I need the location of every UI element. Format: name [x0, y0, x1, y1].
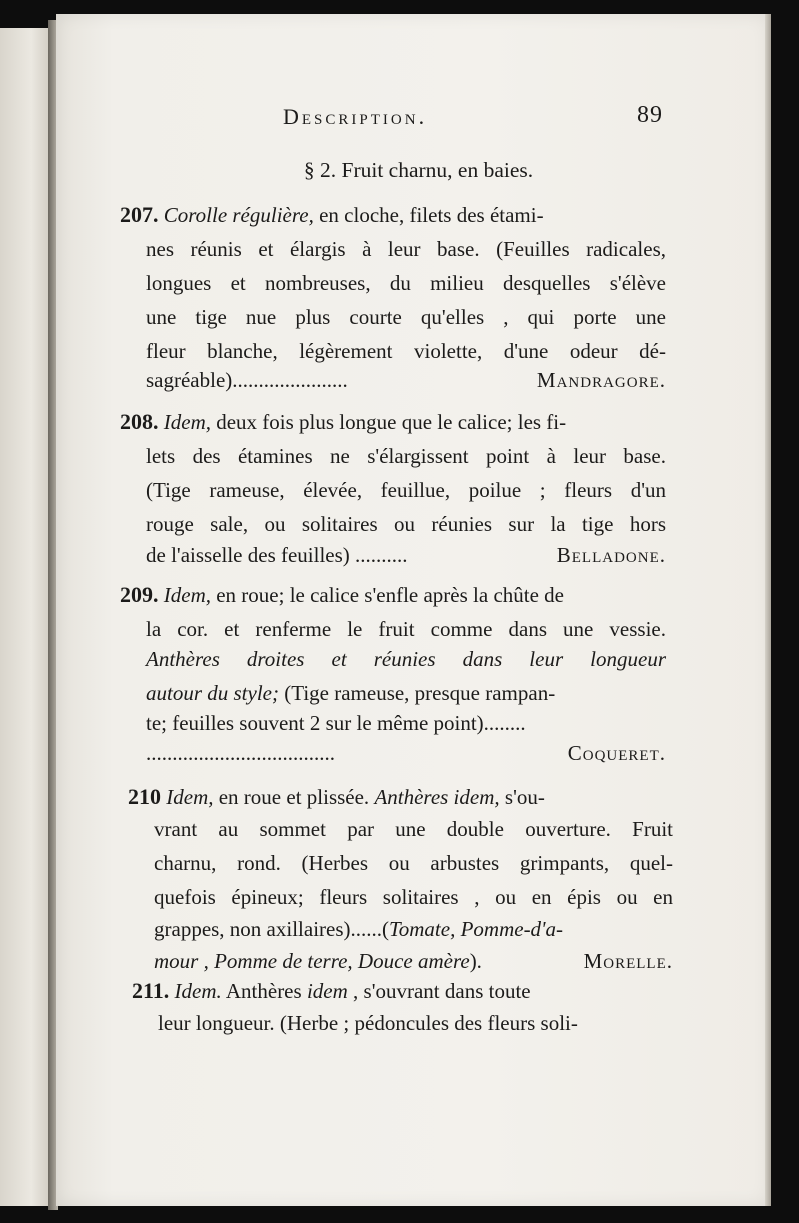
section-heading-text: § 2. Fruit charnu, en baies.	[303, 158, 534, 182]
entry-208-line-2: lets des étamines ne s'élargissent point à leur base.	[146, 444, 666, 468]
entry-207-line-1	[120, 198, 665, 232]
entry-text: sagréable)......................	[146, 368, 348, 392]
entry-207-line-2: nes réunis et élargis à leur base. (Feuilles radicales,	[146, 237, 666, 261]
running-title: Description.	[283, 104, 428, 129]
entry-text: en roue; le calice s'enfle après la chûte de	[210, 583, 564, 607]
entry-209-line-5: te; feuilles souvent 2 sur le même point)........	[146, 711, 526, 735]
entry-number: 211.	[132, 978, 170, 1003]
genus-name: Morelle.	[583, 949, 673, 973]
page-edge	[765, 14, 771, 1206]
entry-text: ).	[469, 949, 482, 973]
entry-211-line-1	[132, 974, 672, 1008]
entry-208-line-4: rouge sale, ou solitaires ou réunies sur la tige hors	[146, 512, 666, 536]
entry-italic-text: autour du style;	[146, 681, 279, 705]
entry-text: ....................................	[146, 741, 335, 765]
entry-text: en roue et plissée.	[213, 785, 375, 809]
entry-lead: Corolle régulière,	[163, 203, 314, 227]
entry-text: de l'aisselle des feuilles) ..........	[146, 543, 408, 567]
section-heading	[0, 158, 799, 183]
genus-name: Mandragore.	[536, 368, 666, 392]
entry-lead: Idem,	[163, 410, 211, 434]
entry-210-line-2: vrant au sommet par une double ouverture. Fruit	[154, 817, 673, 841]
entry-209-line-3: Anthères droites et réunies dans leur longueur	[146, 647, 666, 671]
entry-210-line-6	[154, 944, 673, 978]
entry-number: 210	[128, 784, 161, 809]
entry-lead: Idem,	[163, 583, 211, 607]
entry-number: 208.	[120, 409, 159, 434]
entry-text: grappes, non axillaires)......(	[154, 917, 390, 941]
facing-page-edge	[0, 28, 53, 1206]
entry-italic-text: Tomate, Pomme-d'a-	[389, 917, 564, 941]
entry-210-line-5	[154, 912, 673, 946]
entry-lead: Idem.	[174, 979, 222, 1003]
entry-italic-text: Anthères idem,	[374, 785, 500, 809]
entry-text: deux fois plus longue que le calice; les fi-	[210, 410, 567, 434]
entry-208-line-3: (Tige rameuse, élevée, feuillue, poilue ; fleurs d'un	[146, 478, 666, 502]
entry-lead: Idem,	[166, 785, 214, 809]
entry-italic-text: mour , Pomme de terre, Douce amère	[154, 949, 470, 973]
page-number: 89	[637, 102, 663, 128]
entry-207-line-4: une tige nue plus courte qu'elles , qui porte une	[146, 305, 666, 329]
entry-text: (Tige rameuse, presque rampan-	[278, 681, 556, 705]
genus-name: Coqueret.	[567, 741, 666, 765]
entry-211-line-2: leur longueur. (Herbe ; pédoncules des fleurs soli-	[158, 1011, 578, 1035]
entry-number: 207.	[120, 202, 159, 227]
entry-text: Anthères	[221, 979, 307, 1003]
entry-210-line-4: quefois épineux; fleurs solitaires , ou en épis ou en	[154, 885, 673, 909]
entry-209-line-2: la cor. et renferme le fruit comme dans une vessie.	[146, 617, 666, 641]
entry-text: en cloche, filets des étami-	[313, 203, 544, 227]
entry-text: , s'ouvrant dans toute	[347, 979, 531, 1003]
entry-207-line-5: fleur blanche, légèrement violette, d'une odeur dé-	[146, 339, 666, 363]
entry-208-line-5	[146, 538, 666, 572]
entry-209-line-6	[146, 736, 666, 770]
entry-number: 209.	[120, 582, 159, 607]
genus-name: Belladone.	[556, 543, 666, 567]
entry-207-line-6	[146, 363, 666, 397]
entry-italic-text: idem	[306, 979, 348, 1003]
entry-207-line-3: longues et nombreuses, du milieu desquelles s'élève	[146, 271, 666, 295]
entry-208-line-1	[120, 405, 665, 439]
entry-209-line-4	[146, 676, 666, 710]
entry-text: s'ou-	[499, 785, 545, 809]
entry-210-line-1	[128, 780, 673, 814]
page-header	[283, 104, 673, 140]
entry-209-line-1	[120, 578, 665, 612]
entry-210-line-3: charnu, rond. (Herbes ou arbustes grimpants, quel-	[154, 851, 673, 875]
